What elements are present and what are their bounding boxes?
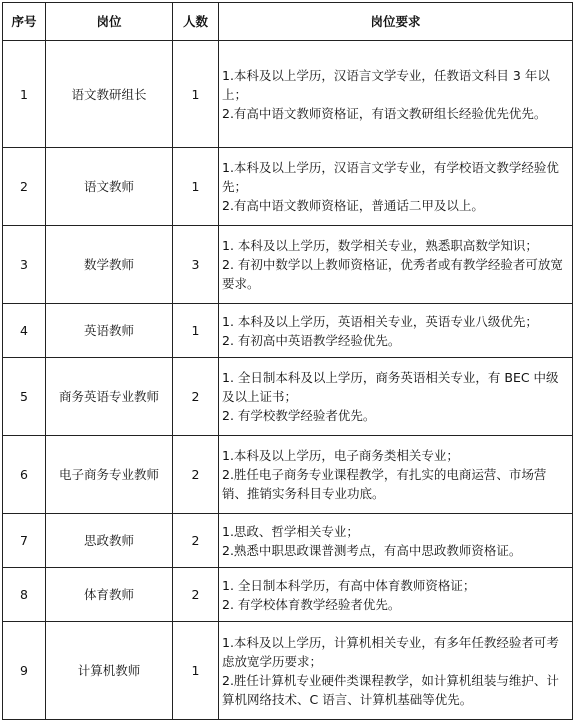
row-position: 英语教师 bbox=[46, 304, 173, 358]
requirement-line: 1. 全日制本科及以上学历，商务英语相关专业，有 BEC 中级及以上证书； bbox=[222, 370, 559, 404]
row-requirements bbox=[219, 514, 573, 568]
table-header-row bbox=[3, 3, 573, 41]
row-requirements bbox=[219, 304, 573, 358]
requirement-line: 1.本科及以上学历，汉语言文学专业，任教语文科目 3 年以上； bbox=[222, 67, 550, 102]
requirement-line: 1.本科及以上学历，计算机相关专业，有多年任教经验者可考虑放宽学历要求； bbox=[222, 634, 559, 669]
row-requirements bbox=[219, 568, 573, 622]
requirement-line: 1.本科及以上学历，汉语言文学专业，有学校语文教学经验优先； bbox=[222, 160, 559, 194]
table-row bbox=[3, 304, 573, 358]
header-count: 人数 bbox=[173, 3, 219, 41]
requirement-line: 1.思政、哲学相关专业； bbox=[222, 523, 359, 539]
row-count: 2 bbox=[173, 358, 219, 436]
row-no: 2 bbox=[3, 148, 46, 226]
table-row bbox=[3, 622, 573, 720]
table-row bbox=[3, 148, 573, 226]
row-position: 电子商务专业教师 bbox=[46, 436, 173, 514]
table-row bbox=[3, 226, 573, 304]
requirement-line: 2.胜任计算机专业硬件类课程教学，如计算机组装与维护、计算机网络技术、C 语言、计算机基础等优先。 bbox=[222, 672, 559, 707]
requirement-line: 2.有高中语文教师资格证，有语文教研组长经验优先优先。 bbox=[222, 105, 547, 121]
row-count: 2 bbox=[173, 436, 219, 514]
row-count: 2 bbox=[173, 568, 219, 622]
row-position: 商务英语专业教师 bbox=[46, 358, 173, 436]
row-no: 5 bbox=[3, 358, 46, 436]
row-no: 3 bbox=[3, 226, 46, 304]
header-no: 序号 bbox=[3, 3, 46, 41]
row-count: 1 bbox=[173, 41, 219, 148]
requirement-line: 1. 本科及以上学历，数学相关专业，熟悉职高数学知识； bbox=[222, 238, 538, 253]
row-no: 6 bbox=[3, 436, 46, 514]
requirement-line: 2.有高中语文教师资格证，普通话二甲及以上。 bbox=[222, 198, 484, 213]
row-count: 3 bbox=[173, 226, 219, 304]
row-no: 4 bbox=[3, 304, 46, 358]
header-requirements: 岗位要求 bbox=[219, 3, 573, 41]
row-requirements bbox=[219, 148, 573, 226]
row-position: 语文教师 bbox=[46, 148, 173, 226]
table-row bbox=[3, 568, 573, 622]
row-no: 8 bbox=[3, 568, 46, 622]
row-no: 7 bbox=[3, 514, 46, 568]
requirement-line: 1.本科及以上学历，电子商务类相关专业； bbox=[222, 448, 459, 463]
row-count: 1 bbox=[173, 622, 219, 720]
requirement-line: 2. 有学校教学经验者优先。 bbox=[222, 408, 376, 423]
requirement-line: 2.胜任电子商务专业课程教学，有扎实的电商运营、市场营销、推销实务科目专业功底。 bbox=[222, 467, 547, 501]
table-row bbox=[3, 514, 573, 568]
row-position: 语文教研组长 bbox=[46, 41, 173, 148]
table-row bbox=[3, 436, 573, 514]
row-requirements bbox=[219, 226, 573, 304]
row-requirements bbox=[219, 358, 573, 436]
row-position: 计算机教师 bbox=[46, 622, 173, 720]
requirement-line: 2. 有初高中英语教学经验优先。 bbox=[222, 332, 401, 348]
row-position: 体育教师 bbox=[46, 568, 173, 622]
row-requirements bbox=[219, 622, 573, 720]
row-count: 1 bbox=[173, 148, 219, 226]
requirement-line: 1. 本科及以上学历，英语相关专业，英语专业八级优先； bbox=[222, 313, 538, 329]
row-requirements bbox=[219, 436, 573, 514]
requirement-line: 2. 有学校体育教学经验者优先。 bbox=[222, 596, 401, 612]
requirement-line: 1. 全日制本科学历，有高中体育教师资格证； bbox=[222, 577, 476, 593]
requirement-line: 2.熟悉中职思政课普测考点，有高中思政教师资格证。 bbox=[222, 542, 522, 558]
job-requirements-table bbox=[2, 2, 573, 720]
table-row bbox=[3, 41, 573, 148]
header-position: 岗位 bbox=[46, 3, 173, 41]
row-count: 1 bbox=[173, 304, 219, 358]
row-requirements bbox=[219, 41, 573, 148]
table-row bbox=[3, 358, 573, 436]
row-position: 思政教师 bbox=[46, 514, 173, 568]
row-no: 1 bbox=[3, 41, 46, 148]
row-no: 9 bbox=[3, 622, 46, 720]
requirement-line: 2. 有初中数学以上教师资格证，优秀者或有教学经验者可放宽要求。 bbox=[222, 257, 563, 291]
row-position: 数学教师 bbox=[46, 226, 173, 304]
row-count: 2 bbox=[173, 514, 219, 568]
